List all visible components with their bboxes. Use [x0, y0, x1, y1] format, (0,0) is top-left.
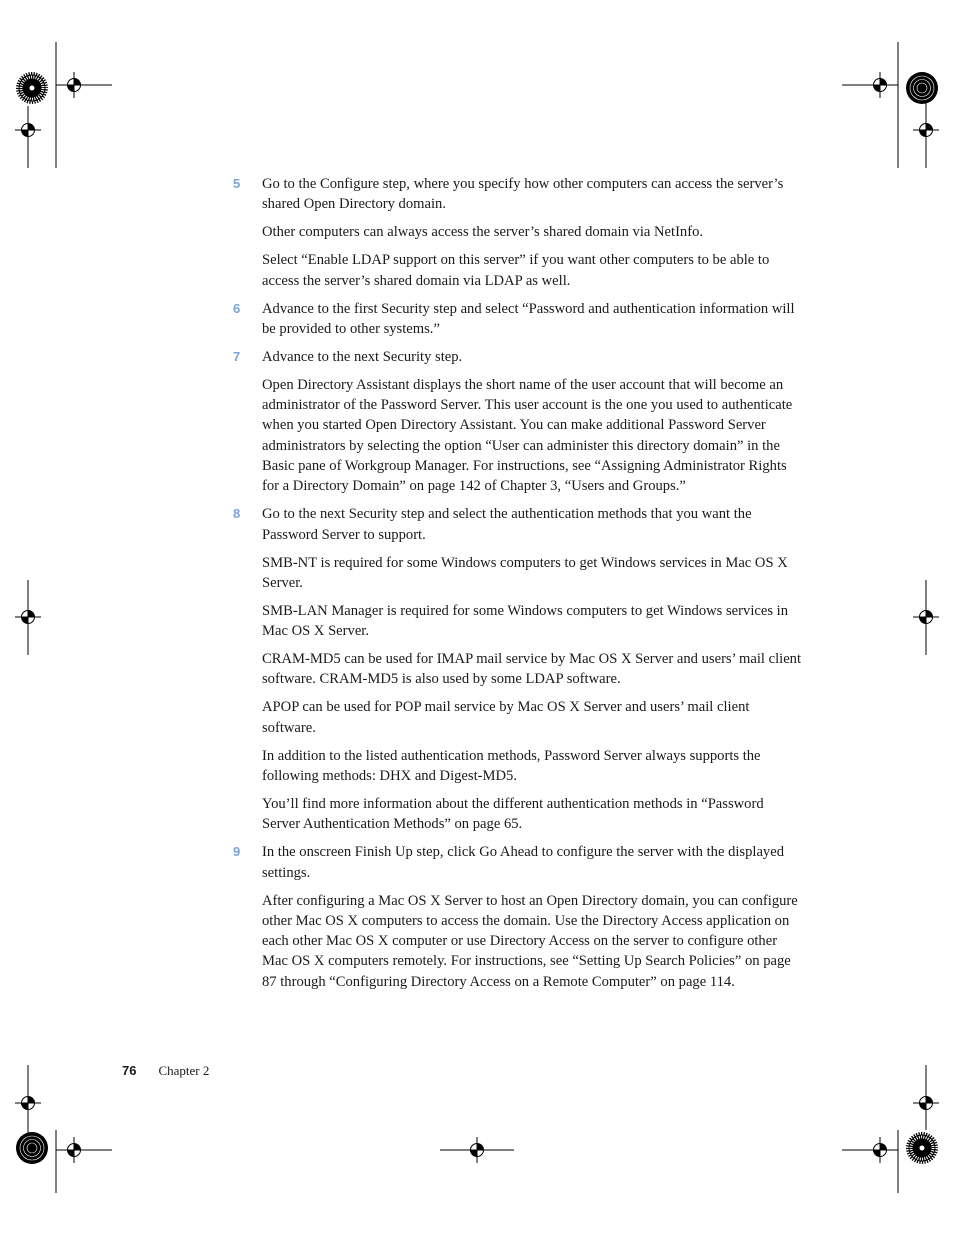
paragraph: Select “Enable LDAP support on this server” if you want other computers to be able to access the server’s shared domain via LDAP as well. [262, 252, 770, 289]
paragraph: SMB-NT is required for some Windows computers to get Windows services in Mac OS X Server. [262, 554, 788, 591]
registration-mark-icon [61, 72, 87, 98]
registration-mark-icon [913, 1090, 939, 1116]
registration-mark-icon [15, 1090, 41, 1116]
starburst-target-icon [16, 72, 48, 104]
paragraph: CRAM-MD5 can be used for IMAP mail service by Mac OS X Server and users’ mail client software. CRAM-MD5 is also used by some LDAP software. [262, 651, 802, 688]
registration-mark-icon [867, 72, 893, 98]
step-number: 5 [233, 176, 241, 191]
registration-mark-icon [913, 117, 939, 143]
paragraph: Other computers can always access the server’s shared domain via NetInfo. [262, 224, 704, 241]
registration-mark-icon [867, 1137, 893, 1163]
step-number: 8 [233, 506, 241, 522]
registration-mark-icon [15, 604, 41, 630]
starburst-target-icon [906, 1132, 938, 1164]
registration-mark-icon [464, 1137, 490, 1163]
registration-mark-icon [15, 117, 41, 143]
step-text: Advance to the first Security step and select “Password and authentication information will be provided to other systems.” [262, 300, 795, 337]
concentric-target-icon [906, 72, 938, 104]
step-text: Go to the next Security step and select the authentication methods that you want the Password Server to support. [262, 506, 752, 543]
step-number: 7 [233, 348, 241, 364]
registration-mark-icon [913, 604, 939, 630]
paragraph: You’ll find more information about the different authentication methods in “Password Server Authentication Methods” on page 65. [262, 795, 764, 833]
paragraph: In addition to the listed authentication methods, Password Server always supports the following methods: DHX and Digest-MD5. [262, 747, 761, 784]
step-text: Advance to the next Security step. [262, 348, 463, 365]
step-number: 6 [233, 300, 241, 316]
page-number: 76 [122, 1063, 137, 1078]
paragraph: Open Directory Assistant displays the short name of the user account that will become an administrator of the Password Server. This user account is the one you used to authenticate when you started Open Directory Assistant. You can make additional Password Server administrators by selecting the option “User can administer this directory domain” in the Basic pane of Workgroup Manager. For instructions, see “Assigning Administrator Rights for a Directory Domain” on page 142 of Chapter 3, “Users and Groups.” [262, 376, 793, 495]
step-text: Go to the Configure step, where you specify how other computers can access the server’s shared Open Directory domain. [262, 176, 784, 213]
chapter-label: Chapter 2 [158, 1063, 210, 1078]
paragraph: SMB-LAN Manager is required for some Windows computers to get Windows services in Mac OS X Server. [262, 602, 789, 640]
concentric-target-icon [16, 1132, 48, 1164]
step-number: 9 [233, 844, 241, 860]
paragraph: APOP can be used for POP mail service by Mac OS X Server and users’ mail client software. [262, 699, 750, 736]
paragraph: After configuring a Mac OS X Server to host an Open Directory domain, you can configure other Mac OS X computers to access the domain. Use the Directory Access application on each other Mac OS X computer or use Directory Access on the server to configure other Mac OS X computers remotely. For instructions, see “Setting Up Search Policies” on page 87 through “Configuring Directory Access on a Remote Computer” on page 114. [262, 892, 798, 990]
step-text: In the onscreen Finish Up step, click Go Ahead to configure the server with the displayed settings. [262, 844, 784, 881]
registration-mark-icon [61, 1137, 87, 1163]
